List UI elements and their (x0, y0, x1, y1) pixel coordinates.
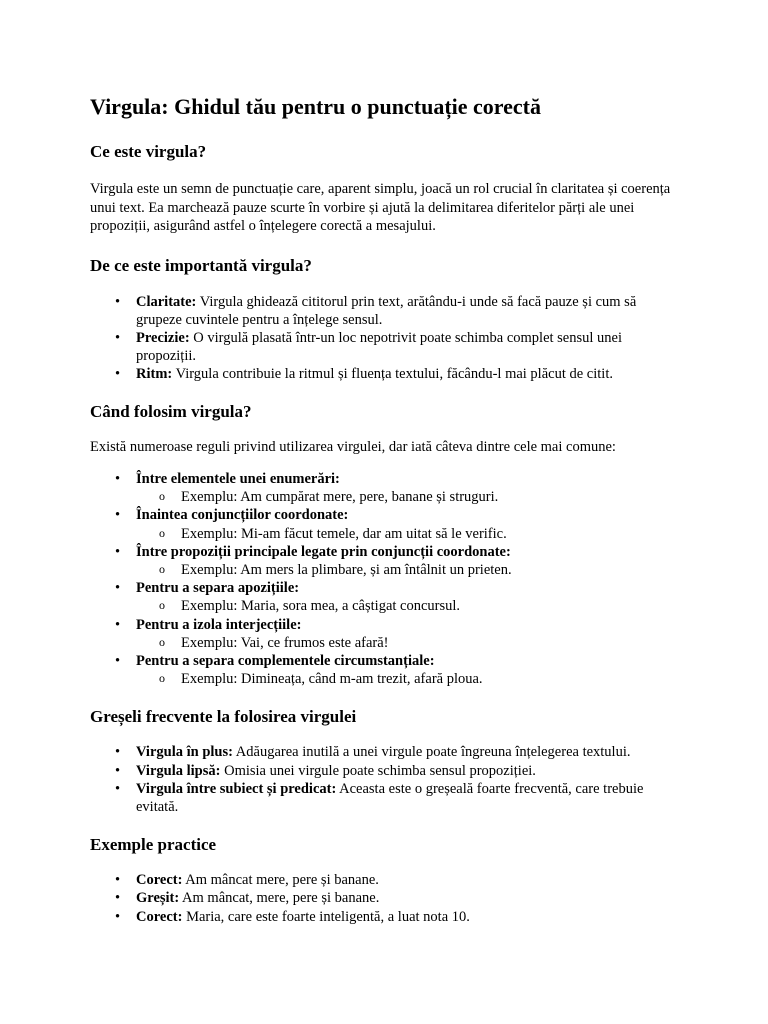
list-item (136, 652, 680, 688)
rule-label: Pentru a separa complementele circumstanțiale: (136, 653, 435, 670)
list-item (136, 908, 680, 926)
list-item-label: Corect: (136, 872, 183, 889)
list-item-label: Virgula lipsă: (136, 762, 221, 779)
section-heading-when: Când folosim virgula? (90, 401, 252, 421)
list-item (136, 329, 680, 365)
example-item: o Exemplu: Am cumpărat mere, pere, banane și struguri. (181, 488, 680, 506)
document-content (90, 93, 680, 926)
list-item (136, 293, 680, 329)
example-item: o Exemplu: Mi-am făcut temele, dar am uitat să le verific. (181, 525, 680, 543)
list-item-text: Virgula ghidează cititorul prin text, arătându-i unde să facă pauze și cum să grupeze cuvintele pentru a înțelege sensul. (136, 293, 637, 328)
section-heading-what-is: Ce este virgula? (90, 142, 207, 161)
list-item-text: O virgulă plasată într-un loc nepotrivit poate schimba complet sensul unei propoziții. (136, 329, 622, 365)
importance-list (90, 293, 680, 384)
example-list (136, 488, 680, 506)
example-item: o Exemplu: Dimineața, când m-am trezit, afară ploua. (181, 670, 680, 688)
list-item-text: Virgula contribuie la ritmul și fluența textului, făcându-l mai plăcut de citit. (172, 366, 613, 383)
list-item-text: Adăugarea inutilă a unei virgule poate îngreuna înțelegerea textului. (232, 744, 631, 761)
section-heading-mistakes: Greșeli frecvente la folosirea virgulei (90, 707, 357, 727)
list-item-label: Claritate: (136, 293, 197, 310)
example-item: o Exemplu: Maria, sora mea, a câștigat concursul. (181, 597, 680, 615)
page-title: Virgula: Ghidul tău pentru o punctuație corectă (90, 94, 542, 119)
list-item-text: Omisia unei virgule poate schimba sensul propoziției. (220, 762, 536, 779)
example-list (136, 634, 680, 652)
list-item (136, 889, 680, 907)
list-item (136, 780, 680, 816)
section-paragraph-when: Există numeroase reguli privind utilizarea virgulei, dar iată câteva dintre cele mai comune: (90, 438, 616, 455)
list-item-label: Virgula în plus: (136, 744, 233, 761)
example-item: o Exemplu: Vai, ce frumos este afară! (181, 634, 680, 652)
rule-label: Pentru a izola interjecțiile: (136, 616, 302, 633)
section-heading-importance: De ce este importantă virgula? (90, 255, 312, 275)
list-item-label: Virgula între subiect și predicat: (136, 780, 337, 797)
list-item-text: Aceasta este o greșeală foarte frecventă, care trebuie evitată. (136, 780, 644, 816)
rules-list (90, 470, 680, 688)
list-item (136, 543, 680, 579)
list-item (136, 506, 680, 542)
example-list (136, 525, 680, 543)
list-item-text: Maria, care este foarte inteligentă, a luat nota 10. (182, 908, 470, 925)
list-item-text: Am mâncat, mere, pere și banane. (179, 890, 380, 907)
example-list (136, 670, 680, 688)
list-item (136, 579, 680, 615)
list-item-label: Corect: (136, 908, 183, 925)
list-item (136, 616, 680, 652)
mistakes-list (90, 743, 680, 816)
section-paragraph-what-is: Virgula este un semn de punctuație care, aparent simplu, joacă un rol crucial în claritatea și coerența unui text. Ea marchează pauze scurte în vorbire și ajută la delimitarea diferitelor părți ale unei propoziții, asigurând astfel o înțelegere corectă a mesajului. (90, 181, 671, 234)
example-list (136, 561, 680, 579)
list-item-label: Greșit: (136, 890, 180, 907)
examples-list (90, 871, 680, 926)
list-item (136, 762, 680, 780)
list-item-text: Am mâncat mere, pere și banane. (182, 872, 379, 889)
example-list (136, 597, 680, 615)
list-item (136, 743, 680, 761)
rule-label: Înaintea conjuncțiilor coordonate: (136, 507, 349, 524)
example-item: o Exemplu: Am mers la plimbare, și am întâlnit un prieten. (181, 561, 680, 579)
list-item (136, 871, 680, 889)
rule-label: Pentru a separa apozițiile: (136, 580, 300, 597)
rule-label: Între propoziții principale legate prin conjuncții coordonate: (136, 543, 511, 560)
section-heading-examples: Exemple practice (90, 835, 217, 855)
list-item (136, 470, 680, 506)
list-item-label: Ritm: (136, 366, 173, 383)
list-item-label: Precizie: (136, 329, 190, 346)
rule-label: Între elementele unei enumerări: (136, 471, 340, 488)
list-item (136, 365, 680, 383)
